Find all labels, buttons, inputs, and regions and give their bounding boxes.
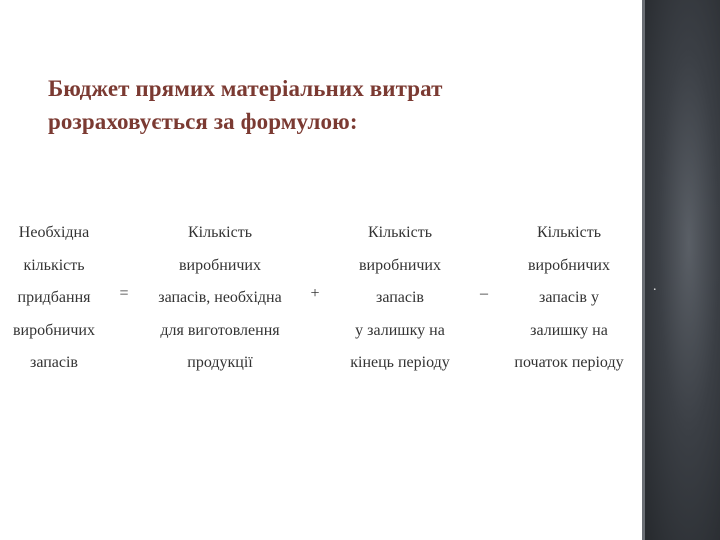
formula-term-production-needs (140, 217, 300, 380)
term-line: запасів, необхідна (158, 289, 282, 306)
term-line: запасів у (539, 289, 599, 306)
side-mark: . (653, 279, 657, 294)
term-line: для виготовлення (160, 321, 280, 339)
term-line: Кількість (536, 224, 601, 241)
side-decor-panel (642, 0, 720, 540)
formula-term-ending-inventory (330, 217, 470, 380)
term-line: кінець періоду (350, 354, 450, 371)
term-line: виробничих (13, 321, 95, 339)
term-line: запасів (30, 354, 78, 371)
term-line: придбання (17, 289, 91, 306)
title-line-2: розраховується за формулою: (48, 109, 358, 134)
term-line: виробничих (528, 256, 610, 274)
title-line-1: Бюджет прямих матеріальних витрат (48, 76, 443, 101)
term-line: виробничих (179, 256, 261, 274)
term-line: залишку на (530, 321, 608, 339)
term-line: у залишку на (355, 321, 445, 339)
term-line: кількість (23, 256, 85, 274)
side-panel-edge (642, 0, 645, 540)
term-line: виробничих (359, 256, 441, 274)
minus-sign: – (480, 285, 488, 302)
term-line: продукції (187, 354, 253, 371)
formula-term-required-purchase (0, 217, 108, 380)
term-line: Необхідна (18, 224, 90, 241)
term-line: Кількість (187, 224, 252, 241)
term-line: запасів (376, 289, 424, 306)
term-line: Кількість (367, 224, 432, 241)
equals-sign: = (119, 285, 129, 302)
term-line: початок періоду (514, 354, 624, 371)
formula-term-beginning-inventory (500, 217, 638, 380)
plus-sign: + (310, 285, 320, 302)
